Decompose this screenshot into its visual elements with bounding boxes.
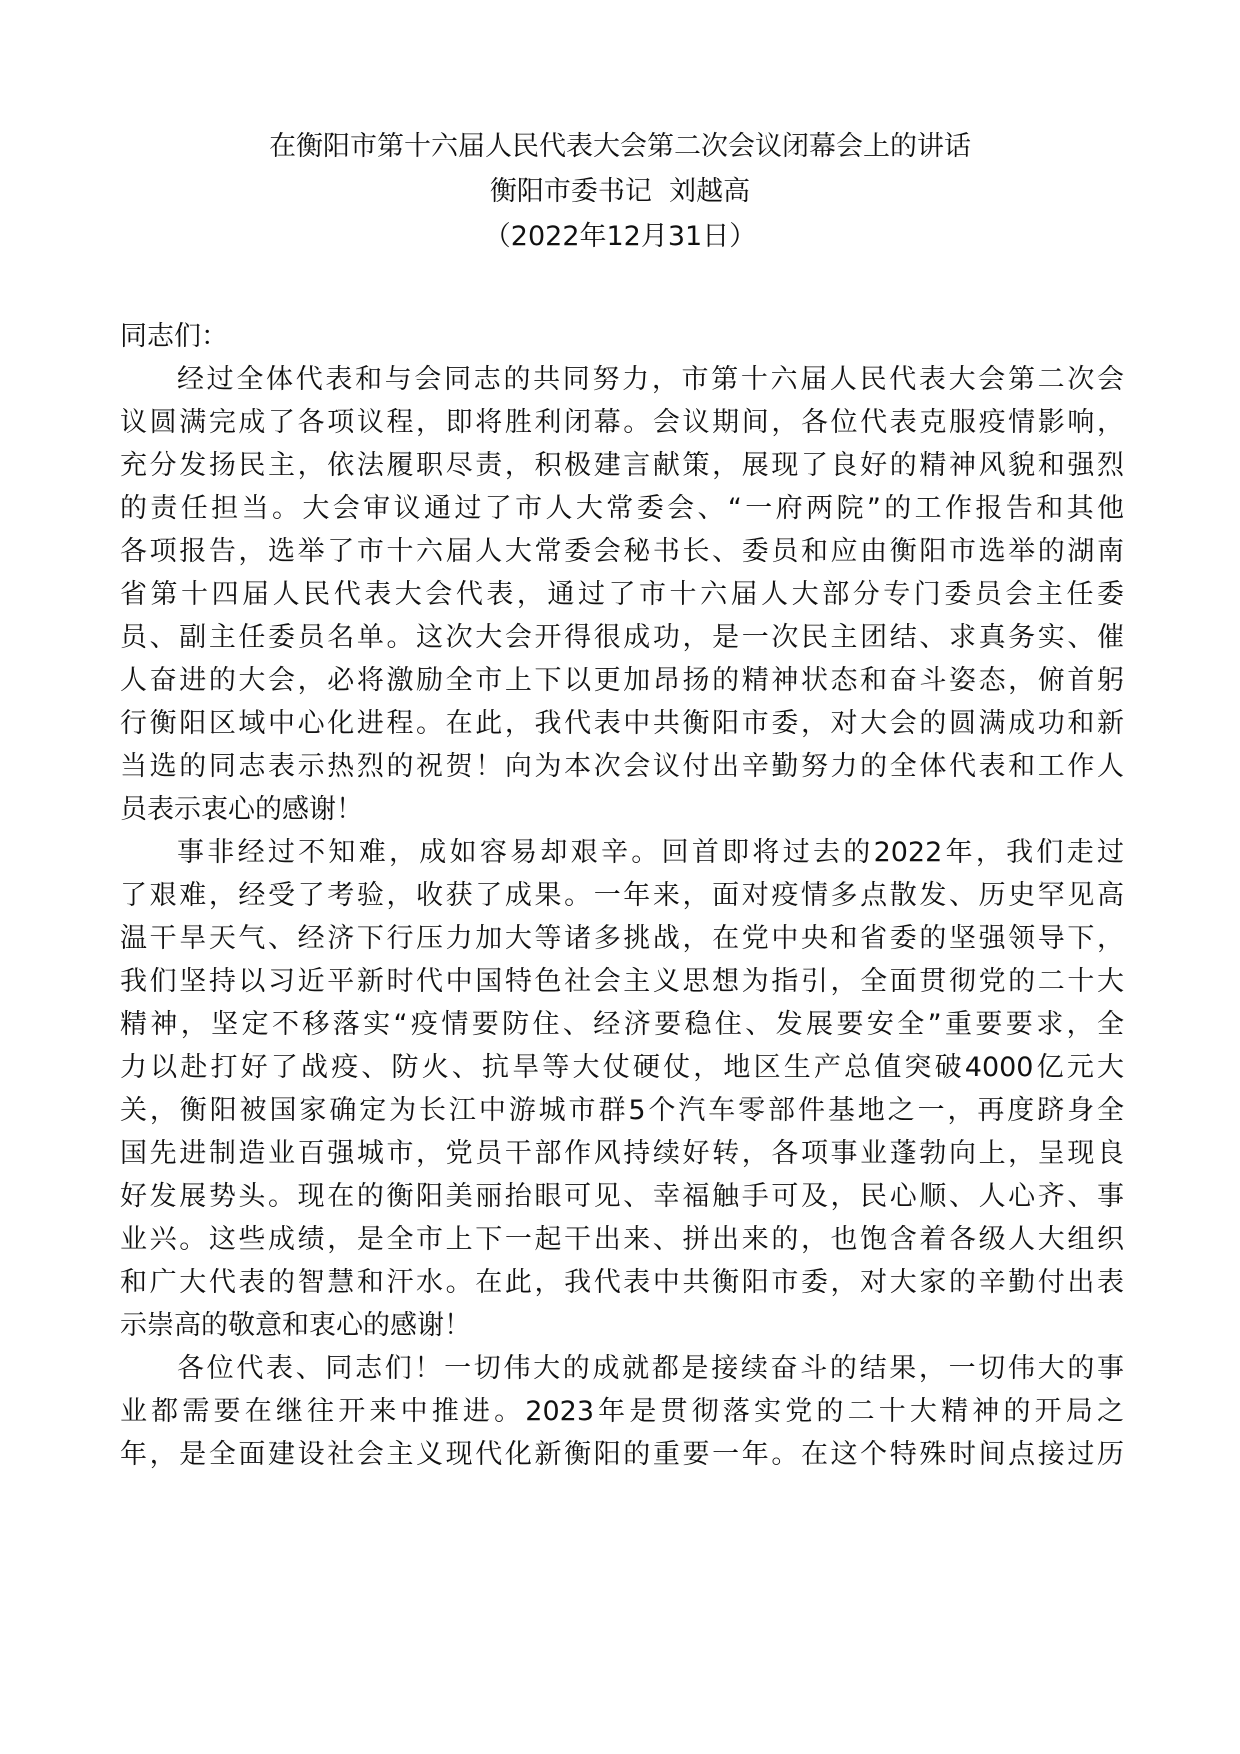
paragraph-2 <box>120 831 1124 1347</box>
document-date: （2022年12月31日） <box>483 221 757 252</box>
paragraph-line: 我们坚持以习近平新时代中国特色社会主义思想为指引，全面贯彻党的二十大 <box>120 966 1124 997</box>
document-body <box>120 315 1124 1476</box>
paragraph-line: 当选的同志表示热烈的祝贺！向为本次会议付出辛勤努力的全体代表和工作人 <box>120 751 1124 782</box>
greeting: 同志们： <box>120 321 228 352</box>
paragraph-line: 经过全体代表和与会同志的共同努力，市第十六届人民代表大会第二次会 <box>177 364 1124 395</box>
document-author: 衡阳市委书记 刘越高 <box>489 176 751 207</box>
paragraph-line: 议圆满完成了各项议程，即将胜利闭幕。会议期间，各位代表克服疫情影响， <box>120 407 1124 438</box>
paragraph-line: 温干旱天气、经济下行压力加大等诸多挑战，在党中央和省委的坚强领导下， <box>120 923 1124 954</box>
paragraph-line: 精神，坚定不移落实“疫情要防住、经济要稳住、发展要安全”重要要求，全 <box>120 1009 1124 1040</box>
paragraph-line: 业都需要在继往开来中推进。2023年是贯彻落实党的二十大精神的开局之 <box>120 1396 1124 1427</box>
paragraph-line: 行衡阳区域中心化进程。在此，我代表中共衡阳市委，对大会的圆满成功和新 <box>120 708 1124 739</box>
paragraph-line: 示崇高的敬意和衷心的感谢！ <box>120 1310 471 1341</box>
paragraph-line: 各位代表、同志们！一切伟大的成就都是接续奋斗的结果，一切伟大的事 <box>177 1353 1124 1384</box>
paragraph-line: 国先进制造业百强城市，党员干部作风持续好转，各项事业蓬勃向上，呈现良 <box>120 1138 1124 1169</box>
paragraph-line: 和广大代表的智慧和汗水。在此，我代表中共衡阳市委，对大家的辛勤付出表 <box>120 1267 1124 1298</box>
paragraph-3 <box>120 1347 1124 1476</box>
paragraph-line: 员表示衷心的感谢！ <box>120 794 363 825</box>
paragraph-line: 力以赴打好了战疫、防火、抗旱等大仗硬仗，地区生产总值突破4000亿元大 <box>120 1052 1124 1083</box>
paragraph-line: 人奋进的大会，必将激励全市上下以更加昂扬的精神状态和奋斗姿态，俯首躬 <box>120 665 1124 696</box>
paragraph-line: 事非经过不知难，成如容易却艰辛。回首即将过去的2022年，我们走过 <box>177 837 1124 868</box>
paragraph-line: 充分发扬民主，依法履职尽责，积极建言献策，展现了良好的精神风貌和强烈 <box>120 450 1124 481</box>
paragraph-line: 了艰难，经受了考验，收获了成果。一年来，面对疫情多点散发、历史罕见高 <box>120 880 1124 911</box>
paragraph-line: 业兴。这些成绩，是全市上下一起干出来、拼出来的，也饱含着各级人大组织 <box>120 1224 1124 1255</box>
paragraph-line: 各项报告，选举了市十六届人大常委会秘书长、委员和应由衡阳市选举的湖南 <box>120 536 1124 567</box>
document-title: 在衡阳市第十六届人民代表大会第二次会议闭幕会上的讲话 <box>269 131 971 162</box>
paragraph-line: 关，衡阳被国家确定为长江中游城市群5个汽车零部件基地之一，再度跻身全 <box>120 1095 1124 1126</box>
paragraph-1 <box>120 358 1124 831</box>
paragraph-line: 的责任担当。大会审议通过了市人大常委会、“一府两院”的工作报告和其他 <box>120 493 1124 524</box>
document-header <box>0 124 1240 259</box>
paragraph-line: 年，是全面建设社会主义现代化新衡阳的重要一年。在这个特殊时间点接过历 <box>120 1439 1124 1470</box>
paragraph-line: 好发展势头。现在的衡阳美丽抬眼可见、幸福触手可及，民心顺、人心齐、事 <box>120 1181 1124 1212</box>
paragraph-line: 员、副主任委员名单。这次大会开得很成功，是一次民主团结、求真务实、催 <box>120 622 1124 653</box>
paragraph-line: 省第十四届人民代表大会代表，通过了市十六届人大部分专门委员会主任委 <box>120 579 1124 610</box>
